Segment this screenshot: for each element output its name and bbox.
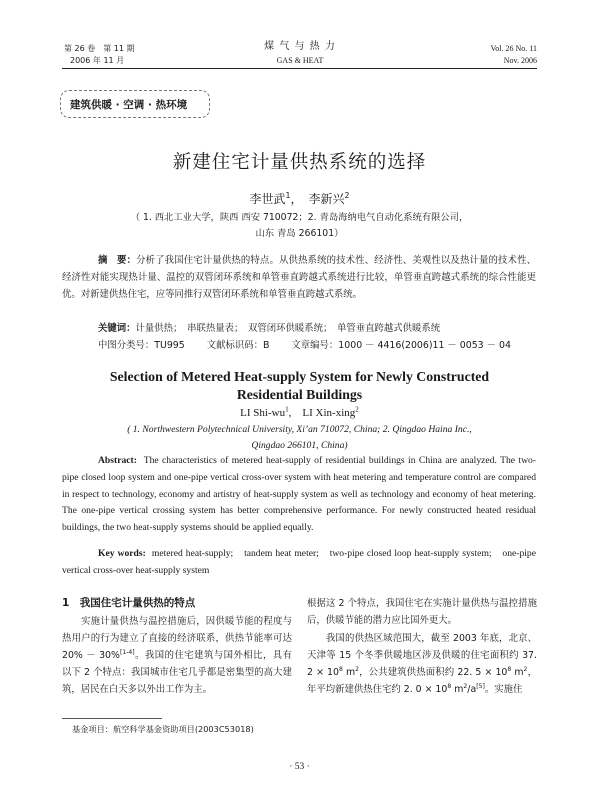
title-en-line2: Residential Buildings (236, 387, 363, 402)
header-volume-cn: 第 26 卷 第 11 期 (64, 44, 135, 53)
abstract-cn-label: 摘 要： (98, 255, 137, 266)
author-cn-2: 李新兴 (308, 192, 345, 206)
header-journal-cn: 煤 气 与 热 力 (264, 41, 336, 52)
author-en-2: LI Xin-xing (302, 407, 356, 419)
section-1-paragraph-1: 实施计量供热与温控措施后，因供暖节能的程度与热用户的行为建立了直接的经济联系，供热节能率可达 20% － 30%[1-4]。我国的住宅建筑与国外相比，具有以下 2 个特点：我国城市住宅几乎都是密集型的高大建筑，居民在白天多以外出工作为主。 (62, 616, 292, 695)
section-tag: 建筑供暖 · 空调 · 热环境 (70, 99, 188, 111)
footnote-funding: 基金项目：航空科学基金资助项目(2003C53018) (72, 724, 254, 734)
header-date-cn: 2006 年 11 月 (70, 56, 125, 65)
authors-cn: 李世武$^1$， 李新兴$^2$ (249, 191, 350, 206)
footnote-rule (62, 718, 162, 719)
abstract-en-text: The characteristics of metered heat-supply of residential buildings in China are analyzed. The two-pipe closed loop system and one-pipe vertical cross-over system with heat metering and temperature control are compared in respect to technology, economy and artistry of heat-supply system as well as technology and economy of heat metering. The one-pipe vertical crossing system has better comprehensive performance. For newly constructed heated residual buildings, the two heat-supply systems should be applied equally. (62, 455, 536, 534)
document-code: 文献标识码：B (206, 340, 270, 351)
affiliation-cn-line2: 山东 青岛 266101） (255, 228, 344, 239)
title-en-line1: Selection of Metered Heat-supply System for Newly Constructed (109, 369, 490, 384)
page-number: · 53 · (289, 762, 310, 772)
author-en-1: LI Shi-wu (240, 407, 286, 419)
header-volume-en: Vol. 26 No. 11 (490, 44, 537, 53)
abstract-cn-text: 分析了我国住宅计量供热的特点。从供热系统的技术性、经济性、美观性以及热计量的技术性、经济性对能实现热计量、温控的双管闭环系统和单管垂直跨越式系统进行比较，单管垂直跨越式系统的综合性能更优。对新建供热住宅，应等同推行双管闭环系统和单管垂直跨越式系统。 (62, 255, 536, 300)
title-cn: 新建住宅计量供热系统的选择 (172, 152, 427, 173)
keywords-cn-label: 关键词： (98, 323, 136, 334)
author-cn-1: 李世武 (249, 192, 286, 206)
keywords-cn-text: 计量供热； 串联热量表； 双管闭环供暖系统； 单管垂直跨越式供暖系统 (135, 323, 441, 334)
affiliation-cn-line1: （ 1. 西北工业大学，陕西 西安 710072；2. 青岛海纳电气自动化系统有限公司， (130, 212, 469, 223)
section-1-paragraph-3: 我国的供热区域范围大，截至 2003 年底，北京、天津等 15 个冬季供暖地区涉及供暖的住宅面积约 37. $2 \times 10^8$ $m^2$，公共建筑供热面积约 22. $5 \times 10^8$ $m^2$，年平均新建供热住宅约 2. $0 \times 10^8$ $m^2/a[5]$。实施住 (307, 633, 537, 695)
affiliation-en-line2: Qingdao 266101, China) (251, 440, 348, 451)
affiliation-en-line1: ( 1. Northwestern Polytechnical University, Xi’an 710072, China; 2. Qingdao Haina Inc., (127, 424, 472, 435)
keywords-en (62, 546, 536, 580)
clc-number: 中图分类号：TU995 (98, 340, 185, 351)
article-number: 文章编号：1000 － 4416(2006)11 － 0053 － 04 (291, 340, 511, 351)
classification-cn (98, 337, 511, 354)
keywords-cn (98, 320, 538, 337)
header-journal-en: GAS & HEAT (276, 56, 324, 65)
abstract-cn (62, 252, 536, 303)
header-rule (62, 68, 537, 69)
keywords-en-label: Key words: (98, 548, 146, 559)
citation-1-4: [1-4] (119, 648, 135, 656)
authors-en: LI Shi-$wu^1$, LI Xin-xing$^2$ (240, 405, 359, 419)
abstract-en-label: Abstract: (98, 455, 137, 466)
section-1-heading: 1 我国住宅计量供热的特点 (62, 597, 196, 609)
abstract-en (62, 453, 536, 537)
section-1-paragraph-2: 根据这 2 个特点，我国住宅在实施计量供热与温控措施后，供暖节能的潜力应比国外更大。 (307, 598, 537, 626)
header-date-en: Nov. 2006 (503, 56, 537, 65)
citation-5: [5] (476, 682, 485, 690)
keywords-en-text: metered heat-supply; tandem heat meter; two-pipe closed loop heat-supply system; one-pipe vertical cross-over heat-supply system (62, 548, 536, 576)
section-tag-box (60, 90, 210, 118)
